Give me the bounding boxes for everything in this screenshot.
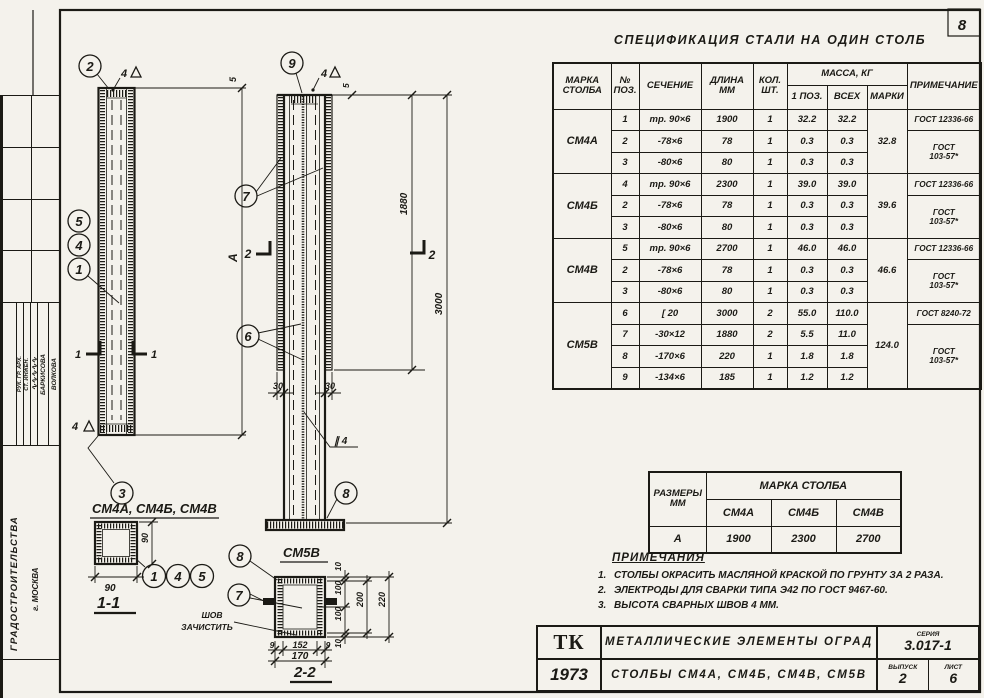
mass-all-cell: 32.2 bbox=[827, 109, 867, 131]
note-cell: ГОСТ 103-57* bbox=[907, 195, 981, 238]
section-cell: [ 20 bbox=[639, 303, 701, 325]
section-2-cut-marks bbox=[244, 240, 436, 262]
column-label: СМ4А, СМ4Б, СМ4В bbox=[92, 501, 217, 516]
mass-pos-cell: 55.0 bbox=[787, 303, 827, 325]
dim-A: А bbox=[226, 253, 240, 262]
mass-all-cell: 0.3 bbox=[827, 281, 867, 303]
year: 1973 bbox=[550, 664, 588, 684]
dim-1880: 1880 bbox=[399, 192, 410, 215]
size-col-mark: СМ4Б bbox=[771, 499, 836, 526]
table-row bbox=[553, 195, 981, 217]
mass-all-cell: 11.0 bbox=[827, 324, 867, 346]
length-cell: 78 bbox=[701, 131, 753, 153]
section-cell: тр. 90×6 bbox=[639, 238, 701, 260]
length-cell: 3000 bbox=[701, 303, 753, 325]
weld-callout-leader bbox=[304, 412, 358, 447]
dim-170: 170 bbox=[291, 651, 309, 662]
callout-1: 1 bbox=[150, 569, 158, 584]
section-cell: тр. 90×6 bbox=[639, 109, 701, 131]
stamp-signature-cell bbox=[30, 303, 37, 445]
dim-100: 100 bbox=[333, 606, 343, 621]
mass-all-cell: 110.0 bbox=[827, 303, 867, 325]
mark-cell: СМ4А bbox=[553, 109, 611, 174]
mass-pos-cell: 39.0 bbox=[787, 174, 827, 196]
dim-5: 5 bbox=[341, 83, 351, 88]
dim-200: 200 bbox=[355, 591, 365, 607]
stamp-empty-row bbox=[3, 251, 59, 303]
callout-7: 7 bbox=[242, 189, 250, 204]
section-mark-2: 2 bbox=[244, 247, 252, 261]
dim-100: 100 bbox=[333, 580, 343, 595]
col-header-section: СЕЧЕНИЕ bbox=[639, 63, 701, 109]
note-cell: ГОСТ 12336-66 bbox=[907, 174, 981, 196]
callout-4: 4 bbox=[174, 569, 182, 584]
col-header-pos: № ПОЗ. bbox=[611, 63, 639, 109]
note-item bbox=[598, 598, 983, 613]
length-cell: 80 bbox=[701, 281, 753, 303]
size-value: 1900 bbox=[706, 526, 771, 553]
dim-3000: 3000 bbox=[434, 292, 445, 315]
section-inner bbox=[103, 530, 130, 557]
leader-line bbox=[296, 73, 302, 93]
section-1-1-drawing bbox=[88, 518, 214, 613]
stamp-signature-block bbox=[3, 303, 59, 446]
title-block-name-column bbox=[602, 627, 878, 690]
length-cell: 2300 bbox=[701, 174, 753, 196]
mass-all-cell: 1.8 bbox=[827, 346, 867, 368]
col-header-mass: МАССА, КГ bbox=[787, 63, 907, 85]
section-cut-mark bbox=[256, 241, 270, 254]
column-cm5v-drawing bbox=[235, 52, 452, 562]
size-col-mark: СМ4В bbox=[836, 499, 901, 526]
stamp-cell bbox=[3, 200, 32, 251]
table-row bbox=[553, 238, 981, 260]
mass-mark-cell: 124.0 bbox=[867, 303, 907, 389]
pos-cell: 5 bbox=[611, 238, 639, 260]
stamp-name: БАРКИСОВА bbox=[39, 353, 47, 395]
issue-label: ВЫПУСК bbox=[888, 663, 918, 671]
leader-line bbox=[257, 168, 323, 196]
title-block-org-column bbox=[538, 627, 602, 690]
leader-dot bbox=[111, 88, 114, 91]
section-1-cut-marks bbox=[75, 341, 157, 361]
qty-cell: 1 bbox=[753, 260, 787, 282]
leader-line bbox=[258, 339, 303, 360]
section-cell: тр. 90×6 bbox=[639, 174, 701, 196]
note-cell: ГОСТ 12336-66 bbox=[907, 238, 981, 260]
mass-all-cell: 0.3 bbox=[827, 152, 867, 174]
mass-all-cell: 0.3 bbox=[827, 217, 867, 239]
base-plate bbox=[266, 520, 344, 530]
qty-cell: 1 bbox=[753, 109, 787, 131]
mass-pos-cell: 0.3 bbox=[787, 195, 827, 217]
mass-mark-cell: 39.6 bbox=[867, 174, 907, 239]
length-cell: 1900 bbox=[701, 109, 753, 131]
table-row bbox=[553, 303, 981, 325]
length-cell: 220 bbox=[701, 346, 753, 368]
section-2-2-drawing bbox=[181, 545, 394, 682]
column-size-table bbox=[648, 471, 902, 554]
stamp-org-name: ГРАДОСТРОИТЕЛЬСТВА bbox=[9, 516, 20, 651]
dim-30: 30 bbox=[324, 381, 336, 391]
table-row bbox=[553, 324, 981, 346]
callout-5: 5 bbox=[75, 214, 83, 229]
note-cell: ГОСТ 103-57* bbox=[907, 324, 981, 389]
col-header-mark: МАРКА СТОЛБА bbox=[553, 63, 611, 109]
stamp-cell bbox=[3, 148, 32, 199]
mark-cell: СМ4В bbox=[553, 238, 611, 303]
length-cell: 185 bbox=[701, 367, 753, 389]
weld-size: 4 bbox=[121, 68, 128, 80]
strip-tab bbox=[325, 598, 337, 605]
callout-8: 8 bbox=[342, 486, 350, 501]
side-stamp bbox=[2, 95, 60, 660]
notes-block bbox=[598, 552, 983, 613]
callout-6: 6 bbox=[244, 329, 252, 344]
size-col-mark: СМ4А bbox=[706, 499, 771, 526]
dim-9: 9 bbox=[325, 640, 331, 650]
stamp-name-cell bbox=[48, 303, 59, 445]
qty-cell: 1 bbox=[753, 281, 787, 303]
pos-cell: 8 bbox=[611, 346, 639, 368]
col-header-length: ДЛИНА ММ bbox=[701, 63, 753, 109]
stamp-role-cell bbox=[16, 303, 23, 445]
mass-pos-cell: 1.8 bbox=[787, 346, 827, 368]
series-value: 3.017-1 bbox=[904, 637, 952, 654]
column-label: СМ5В bbox=[283, 545, 320, 560]
section-mark-1: 1 bbox=[74, 349, 82, 361]
pos-cell: 4 bbox=[611, 174, 639, 196]
column-cm4-drawing bbox=[68, 55, 246, 518]
leader-dot bbox=[311, 88, 314, 91]
project-title: МЕТАЛЛИЧЕСКИЕ ЭЛЕМЕНТЫ ОГРАД bbox=[602, 627, 876, 660]
length-cell: 2700 bbox=[701, 238, 753, 260]
leader-line bbox=[250, 561, 277, 580]
weld-size: 4 bbox=[72, 421, 79, 433]
mass-pos-cell: 32.2 bbox=[787, 109, 827, 131]
mark-cell: СМ4Б bbox=[553, 174, 611, 239]
section-mark-1: 1 bbox=[150, 349, 158, 361]
sheet-number: 8 bbox=[957, 17, 967, 34]
stamp-empty-row bbox=[3, 200, 59, 252]
size-table-corner: РАЗМЕРЫ ММ bbox=[649, 472, 706, 526]
mass-all-cell: 1.2 bbox=[827, 367, 867, 389]
mass-pos-cell: 0.3 bbox=[787, 131, 827, 153]
pos-cell: 3 bbox=[611, 217, 639, 239]
stamp-empty-row bbox=[3, 148, 59, 200]
callout-8: 8 bbox=[236, 549, 244, 564]
pos-cell: 6 bbox=[611, 303, 639, 325]
qty-cell: 1 bbox=[753, 195, 787, 217]
series-label: СЕРИЯ bbox=[916, 631, 940, 639]
callout-4: 4 bbox=[75, 238, 83, 253]
qty-cell: 1 bbox=[753, 217, 787, 239]
note-text: СТОЛБЫ ОКРАСИТЬ МАСЛЯНОЙ КРАСКОЙ ПО ГРУНТУ ЗА 2 РАЗА. bbox=[614, 570, 944, 581]
qty-cell: 1 bbox=[753, 346, 787, 368]
callout-9: 9 bbox=[288, 56, 296, 71]
section-cell: -78×6 bbox=[639, 131, 701, 153]
callout-3: 3 bbox=[118, 486, 126, 501]
length-cell: 80 bbox=[701, 217, 753, 239]
title-block bbox=[536, 625, 980, 692]
qty-cell: 1 bbox=[753, 367, 787, 389]
issue-cell bbox=[878, 660, 929, 691]
length-cell: 80 bbox=[701, 152, 753, 174]
weld-seam-mark: ∥ 4 bbox=[334, 436, 348, 447]
signature-scribble: ∿∿∿∿∿ bbox=[29, 357, 39, 391]
length-cell: 1880 bbox=[701, 324, 753, 346]
pos-cell: 3 bbox=[611, 152, 639, 174]
note-cell: ГОСТ 8240-72 bbox=[907, 303, 981, 325]
table-row bbox=[553, 174, 981, 196]
sheet-value: 6 bbox=[949, 669, 958, 686]
section-mark-2: 2 bbox=[428, 248, 436, 262]
size-table-header: МАРКА СТОЛБА bbox=[706, 472, 901, 499]
qty-cell: 1 bbox=[753, 131, 787, 153]
section-label: 1-1 bbox=[97, 595, 121, 612]
pos-cell: 3 bbox=[611, 281, 639, 303]
weld-triangle-icon bbox=[84, 421, 94, 431]
callout-1: 1 bbox=[75, 262, 83, 277]
pos-cell: 2 bbox=[611, 195, 639, 217]
pos-cell: 9 bbox=[611, 367, 639, 389]
length-cell: 78 bbox=[701, 195, 753, 217]
col-header-note: ПРИМЕЧАНИЕ bbox=[907, 63, 981, 109]
stamp-empty-row bbox=[3, 96, 59, 148]
table-row bbox=[553, 260, 981, 282]
note-cell: ГОСТ 12336-66 bbox=[907, 109, 981, 131]
table-row bbox=[553, 109, 981, 131]
qty-cell: 2 bbox=[753, 324, 787, 346]
stamp-org-city: г. МОСКВА bbox=[31, 567, 40, 611]
steel-spec-table bbox=[552, 62, 982, 390]
stamp-cell bbox=[3, 251, 32, 302]
org-code: ТК bbox=[538, 627, 600, 660]
dim-30: 30 bbox=[272, 381, 284, 391]
note-text: ВЫСОТА СВАРНЫХ ШВОВ 4 ММ. bbox=[614, 600, 779, 611]
spec-table-title: СПЕЦИФИКАЦИЯ СТАЛИ НА ОДИН СТОЛБ bbox=[613, 33, 927, 47]
qty-cell: 2 bbox=[753, 303, 787, 325]
dim-220: 220 bbox=[377, 591, 387, 607]
col-header-mass-pos: 1 ПОЗ. bbox=[787, 85, 827, 109]
stamp-name-cell bbox=[37, 303, 48, 445]
callout-5: 5 bbox=[198, 569, 206, 584]
mass-mark-cell: 46.6 bbox=[867, 238, 907, 303]
section-cell: -80×6 bbox=[639, 152, 701, 174]
weld-size: 4 bbox=[321, 68, 328, 80]
table-row bbox=[553, 131, 981, 153]
weld-triangle-icon bbox=[330, 67, 340, 77]
series-cell bbox=[878, 627, 978, 660]
col-header-qty: КОЛ. ШТ. bbox=[753, 63, 787, 109]
strip-tab bbox=[263, 598, 275, 605]
pos-cell: 2 bbox=[611, 131, 639, 153]
leader-line bbox=[327, 499, 337, 518]
pos-cell: 2 bbox=[611, 260, 639, 282]
dim-9: 9 bbox=[269, 640, 275, 650]
mass-pos-cell: 0.3 bbox=[787, 260, 827, 282]
note-cell: ГОСТ 103-57* bbox=[907, 131, 981, 174]
mass-all-cell: 0.3 bbox=[827, 131, 867, 153]
stamp-role-label: РУК. ГР. АРХ. bbox=[17, 355, 23, 393]
weld-clean-note: ЗАЧИСТИТЬ bbox=[181, 622, 233, 632]
section-cell: -134×6 bbox=[639, 367, 701, 389]
col-header-mass-mark: МАРКИ bbox=[867, 85, 907, 109]
dim-90: 90 bbox=[140, 532, 150, 543]
mass-all-cell: 0.3 bbox=[827, 195, 867, 217]
mark-cell: СМ5В bbox=[553, 303, 611, 389]
note-text: ЭЛЕКТРОДЫ ДЛЯ СВАРКИ ТИПА Э42 ПО ГОСТ 9467-60. bbox=[614, 585, 888, 596]
leader-line bbox=[234, 622, 296, 635]
note-number: 1. bbox=[598, 570, 607, 581]
section-cell: -80×6 bbox=[639, 217, 701, 239]
issue-value: 2 bbox=[898, 669, 907, 686]
dim-152: 152 bbox=[292, 640, 308, 650]
mass-all-cell: 46.0 bbox=[827, 238, 867, 260]
dim-10: 10 bbox=[334, 639, 343, 648]
stamp-name: ВОЛКОВА bbox=[50, 357, 58, 391]
mass-mark-cell: 32.8 bbox=[867, 109, 907, 174]
mass-all-cell: 0.3 bbox=[827, 260, 867, 282]
notes-title: ПРИМЕЧАНИЯ bbox=[612, 552, 705, 564]
section-label: 2-2 bbox=[294, 664, 316, 681]
sheet-title: СТОЛБЫ СМ4А, СМ4Б, СМ4В, СМ5В bbox=[611, 668, 867, 681]
mass-pos-cell: 5.5 bbox=[787, 324, 827, 346]
section-cell: -170×6 bbox=[639, 346, 701, 368]
col-header-mass-all: ВСЕХ bbox=[827, 85, 867, 109]
mass-pos-cell: 1.2 bbox=[787, 367, 827, 389]
stamp-role-label: СТ. ИНЖЕН. bbox=[24, 357, 30, 391]
callout-7: 7 bbox=[235, 588, 243, 603]
dim-90: 90 bbox=[104, 583, 116, 594]
pos-cell: 1 bbox=[611, 109, 639, 131]
leader-line bbox=[88, 436, 114, 483]
qty-cell: 1 bbox=[753, 174, 787, 196]
section-cell: -30×12 bbox=[639, 324, 701, 346]
stamp-org-block bbox=[3, 446, 59, 698]
mass-pos-cell: 0.3 bbox=[787, 152, 827, 174]
qty-cell: 1 bbox=[753, 238, 787, 260]
weld-triangle-icon bbox=[131, 67, 141, 77]
sheet-label: ЛИСТ bbox=[944, 663, 963, 671]
note-item bbox=[598, 583, 983, 598]
note-number: 3. bbox=[598, 600, 607, 611]
mass-pos-cell: 0.3 bbox=[787, 217, 827, 239]
section-inner bbox=[283, 585, 317, 629]
qty-cell: 1 bbox=[753, 152, 787, 174]
issue-sheet-row bbox=[878, 660, 978, 691]
leader-line bbox=[97, 74, 109, 89]
stamp-role-cell bbox=[23, 303, 30, 445]
weld-clean-note: ШОВ bbox=[201, 610, 223, 620]
strip-width-dims bbox=[268, 372, 341, 400]
mass-pos-cell: 46.0 bbox=[787, 238, 827, 260]
title-block-series-column bbox=[878, 627, 978, 690]
mass-all-cell: 39.0 bbox=[827, 174, 867, 196]
note-cell: ГОСТ 103-57* bbox=[907, 260, 981, 303]
sheet-cell bbox=[929, 660, 979, 691]
note-item bbox=[598, 568, 983, 583]
length-cell: 78 bbox=[701, 260, 753, 282]
section-cell: -78×6 bbox=[639, 195, 701, 217]
size-value: 2300 bbox=[771, 526, 836, 553]
section-cell: -80×6 bbox=[639, 281, 701, 303]
callout-2: 2 bbox=[86, 59, 94, 74]
note-number: 2. bbox=[598, 585, 607, 596]
dim-10: 10 bbox=[334, 562, 343, 571]
dim-5: 5 bbox=[228, 76, 238, 82]
weld-leader bbox=[313, 78, 319, 90]
stamp-cell bbox=[3, 96, 32, 147]
mass-pos-cell: 0.3 bbox=[787, 281, 827, 303]
pos-cell: 7 bbox=[611, 324, 639, 346]
size-row-label: А bbox=[649, 526, 706, 553]
section-cell: -78×6 bbox=[639, 260, 701, 282]
size-value: 2700 bbox=[836, 526, 901, 553]
